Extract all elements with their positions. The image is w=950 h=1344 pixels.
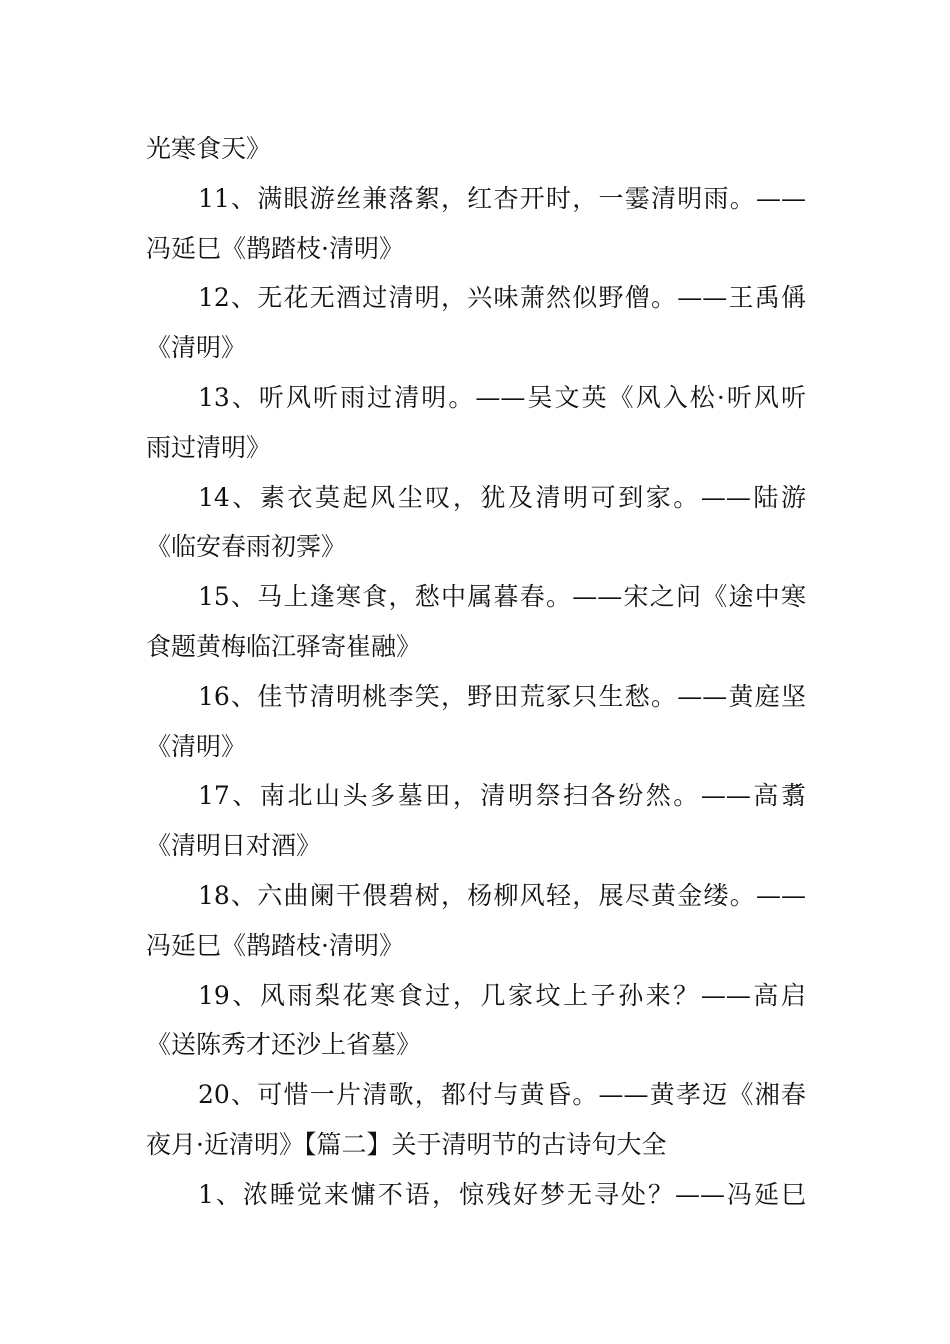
text-line: 12、无花无酒过清明，兴味萧然似野僧。——王禹偁 (198, 283, 806, 313)
text-line: 15、马上逢寒食，愁中属暮春。——宋之问《途中寒 (198, 582, 806, 612)
text-line: 光寒食天》 (146, 134, 272, 163)
text-line: 《临安春雨初霁》 (146, 532, 347, 562)
text-line: 《清明》 (146, 333, 247, 363)
poem-list (146, 124, 806, 1220)
text-line: 1、浓睡觉来慵不语，惊残好梦无寻处？——冯延巳 (198, 1179, 806, 1209)
text-line: 《清明》 (146, 731, 247, 761)
text-line: 17、南北山头多墓田，清明祭扫各纷然。——高翥 (198, 781, 806, 811)
text-line: 冯延巳《鹊踏枝·清明》 (146, 233, 404, 263)
text-line: 20、可惜一片清歌，都付与黄昏。——黄孝迈《湘春 (198, 1080, 806, 1110)
text-line: 11、满眼游丝兼落絮，红杏开时，一霎清明雨。—— (198, 183, 806, 213)
text-line: 冯延巳《鹊踏枝·清明》 (146, 930, 404, 960)
text-line: 14、素衣莫起风尘叹，犹及清明可到家。——陆游 (198, 482, 806, 512)
text-line: 18、六曲阑干偎碧树，杨柳风轻，展尽黄金缕。—— (198, 880, 806, 910)
text-line: 食题黄梅临江驿寄崔融》 (146, 631, 422, 661)
text-line: 19、风雨梨花寒食过，几家坟上子孙来？——高启 (198, 980, 806, 1010)
text-line: 16、佳节清明桃李笑，野田荒冢只生愁。——黄庭坚 (198, 681, 806, 711)
text-line: 《送陈秀才还沙上省墓》 (146, 1030, 422, 1060)
text-line: 夜月·近清明》【篇二】关于清明节的古诗句大全 (146, 1129, 667, 1159)
text-line: 雨过清明》 (146, 432, 272, 462)
text-line: 13、听风听雨过清明。——吴文英《风入松·听风听 (198, 382, 806, 412)
text-line: 《清明日对酒》 (146, 831, 322, 861)
